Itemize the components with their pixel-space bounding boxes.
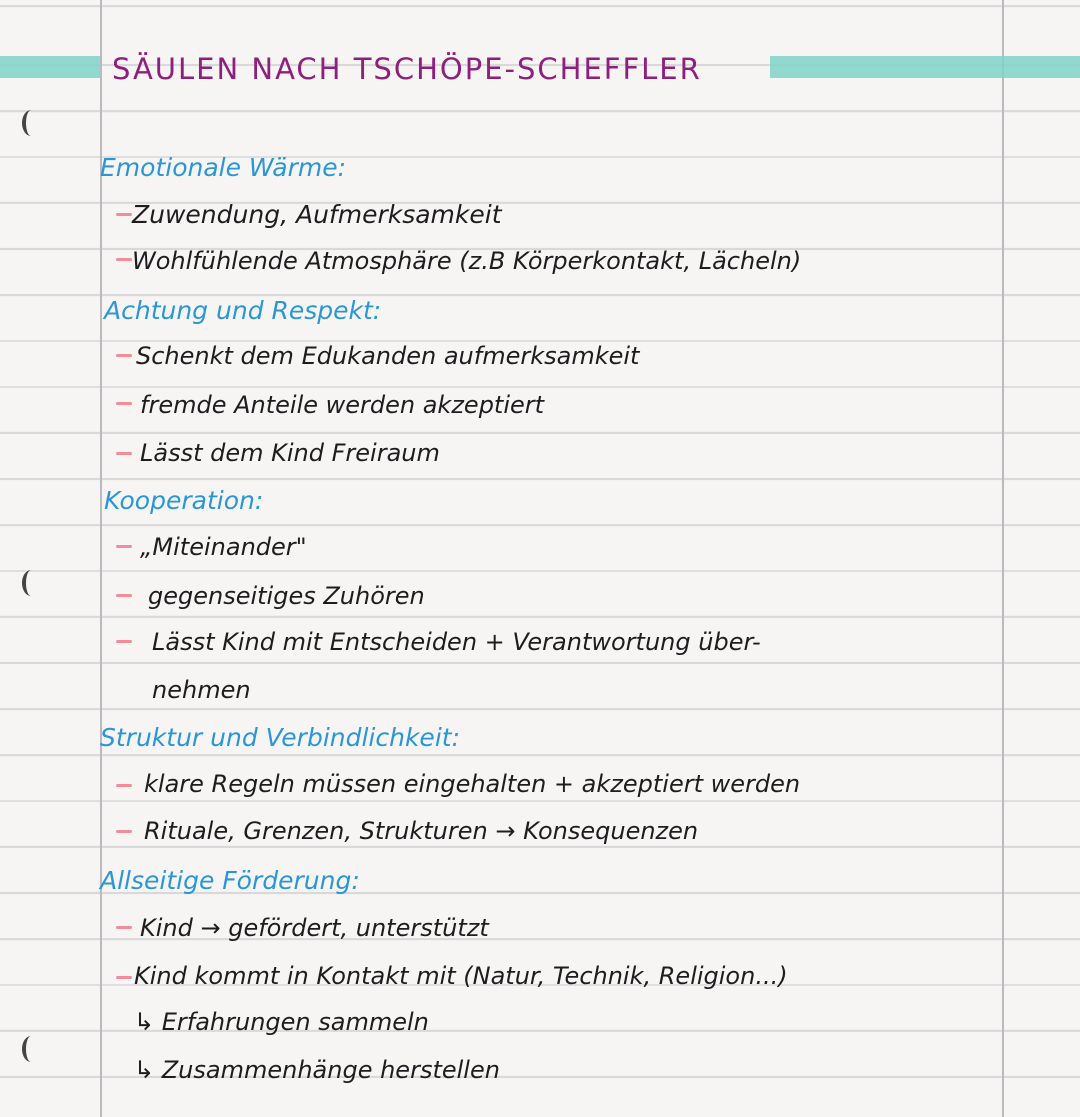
binder-hole-mark (22, 110, 40, 136)
binder-hole-mark (22, 1036, 40, 1062)
list-item: Lässt Kind mit Entscheiden + Verantwortung über- (152, 628, 761, 656)
bullet-dash (116, 594, 132, 597)
list-item-continuation: nehmen (152, 676, 251, 704)
list-item: Zuwendung, Aufmerksamkeit (132, 200, 502, 229)
bullet-dash (116, 784, 132, 787)
list-item: Kind kommt in Kontakt mit (Natur, Technik, Religion...) (134, 962, 788, 990)
page-title: SÄULEN NACH TSCHÖPE-SCHEFFLER (112, 52, 702, 86)
section-heading: Kooperation: (104, 486, 264, 515)
binder-hole-mark (22, 570, 40, 596)
list-item: klare Regeln müssen eingehalten + akzeptiert werden (144, 770, 801, 798)
list-item: Rituale, Grenzen, Strukturen → Konsequenzen (144, 817, 699, 845)
title-highlight-left (0, 56, 100, 78)
bullet-dash (116, 545, 132, 548)
section-heading: Allseitige Förderung: (100, 866, 360, 895)
list-item: fremde Anteile werden akzeptiert (140, 391, 545, 419)
bullet-dash (116, 354, 132, 357)
bullet-dash (116, 640, 132, 643)
list-item: Schenkt dem Edukanden aufmerksamkeit (136, 342, 640, 370)
list-item: „Miteinander" (140, 533, 307, 561)
section-heading: Emotionale Wärme: (100, 153, 347, 182)
bullet-dash (116, 976, 132, 979)
list-item: gegenseitiges Zuhören (148, 582, 425, 610)
section-heading: Struktur und Verbindlichkeit: (100, 723, 460, 752)
list-item: Wohlfühlende Atmosphäre (z.B Körperkontakt, Lächeln) (132, 247, 802, 275)
bullet-dash (116, 830, 132, 833)
bullet-dash (116, 258, 132, 261)
list-item: Lässt dem Kind Freiraum (140, 439, 440, 467)
title-highlight-right (770, 56, 1080, 78)
bullet-dash (116, 402, 132, 405)
bullet-dash (116, 926, 132, 929)
bullet-dash (116, 213, 132, 216)
bullet-dash (116, 452, 132, 455)
sub-item: ↳ Zusammenhänge herstellen (134, 1056, 500, 1084)
list-item: Kind → gefördert, unterstützt (140, 914, 489, 942)
sub-item: ↳ Erfahrungen sammeln (134, 1008, 429, 1036)
section-heading: Achtung und Respekt: (104, 296, 382, 325)
